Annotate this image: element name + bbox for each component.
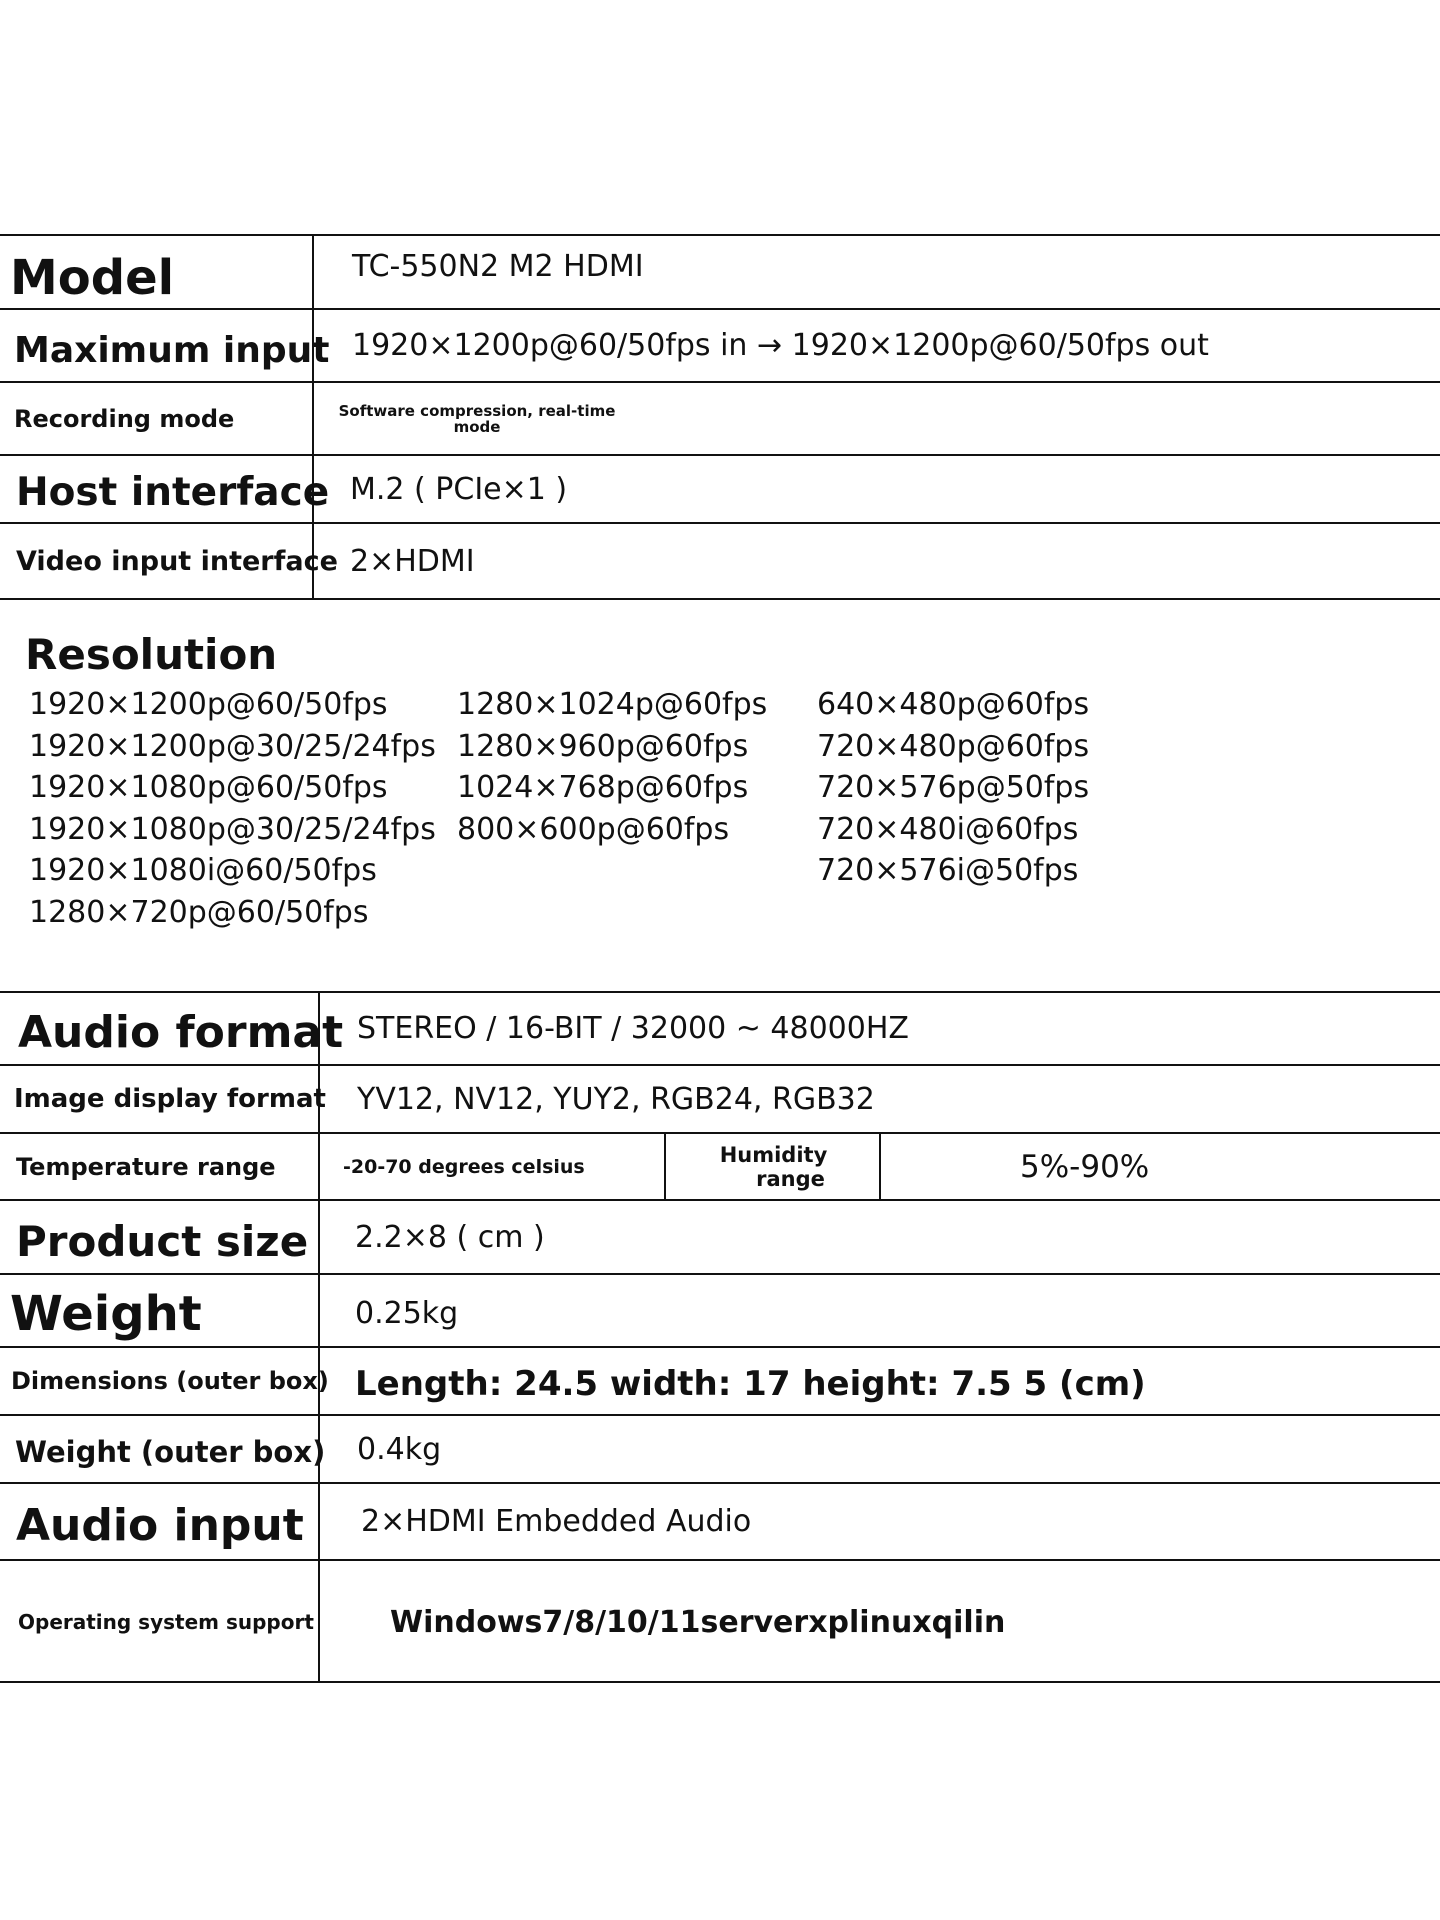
weight-label: Weight (0, 1275, 320, 1346)
resolution-item: 720×576i@50fps (817, 853, 1079, 888)
humidity-label-line2: range (756, 1166, 825, 1191)
spec-table (0, 234, 1440, 1683)
humidity-label (666, 1134, 881, 1199)
row-resolution (0, 600, 1440, 993)
weight-outer-value: 0.4kg (357, 1431, 442, 1467)
row-temperature (0, 1134, 1440, 1201)
row-recording-mode (0, 383, 1440, 456)
resolution-item: 1920×1080p@30/25/24fps (29, 811, 436, 847)
recording-mode-value-line2: mode (453, 417, 501, 436)
row-audio-format (0, 993, 1440, 1066)
humidity-label-line1: Humidity (719, 1142, 828, 1167)
audio-format-label: Audio format (0, 993, 320, 1064)
product-size-value: 2.2×8 ( cm ) (355, 1219, 545, 1255)
row-product-size (0, 1201, 1440, 1275)
resolution-item: 1920×1080i@60/50fps (29, 853, 377, 888)
image-display-format-value: YV12, NV12, YUY2, RGB24, RGB32 (357, 1081, 875, 1117)
row-image-display-format (0, 1066, 1440, 1134)
row-model (0, 236, 1440, 310)
row-max-input (0, 310, 1440, 383)
recording-mode-value (338, 383, 616, 454)
resolution-item: 640×480p@60fps (817, 687, 1090, 722)
row-os-support (0, 1561, 1440, 1683)
audio-format-value: STEREO / 16-BIT / 32000 ~ 48000HZ (357, 1011, 909, 1046)
resolution-item: 1280×1024p@60fps (457, 687, 768, 722)
audio-input-value: 2×HDMI Embedded Audio (361, 1504, 752, 1539)
resolution-item: 720×576p@50fps (817, 770, 1090, 805)
resolution-item: 1920×1200p@60/50fps (29, 687, 388, 722)
humidity-value: 5%-90% (1020, 1148, 1150, 1185)
resolution-item: 1920×1080p@60/50fps (29, 770, 388, 805)
resolution-item: 1920×1200p@30/25/24fps (29, 728, 436, 764)
resolution-item: 1024×768p@60fps (457, 770, 749, 805)
max-input-label: Maximum input (0, 310, 314, 381)
os-support-label: Operating system support (0, 1561, 320, 1683)
resolution-item: 720×480i@60fps (817, 811, 1079, 847)
temperature-label: Temperature range (0, 1134, 320, 1199)
dimensions-outer-label: Dimensions (outer box) (0, 1348, 320, 1414)
row-dimensions-outer (0, 1348, 1440, 1416)
max-input-value: 1920×1200p@60/50fps in → 1920×1200p@60/50fps out (352, 328, 1209, 363)
resolution-item: 1280×960p@60fps (457, 728, 749, 764)
row-video-input (0, 524, 1440, 600)
recording-mode-value-line1: Software compression, real-time (338, 401, 616, 420)
recording-mode-label: Recording mode (0, 383, 314, 454)
row-weight (0, 1275, 1440, 1348)
resolution-col-2 (457, 684, 767, 850)
row-weight-outer (0, 1416, 1440, 1484)
dimensions-outer-value: Length: 24.5 width: 17 height: 7.5 5 (cm) (355, 1364, 1146, 1404)
host-interface-value: M.2 ( PCIe×1 ) (350, 471, 568, 507)
resolution-col-3 (817, 684, 1089, 892)
model-label: Model (0, 236, 314, 308)
resolution-col-1 (29, 684, 436, 933)
weight-outer-label: Weight (outer box) (0, 1416, 320, 1482)
resolution-title: Resolution (25, 630, 278, 679)
os-support-value: Windows7/8/10/11serverxplinuxqilin (390, 1604, 1006, 1640)
row-host-interface (0, 456, 1440, 524)
product-size-label: Product size (0, 1201, 320, 1273)
host-interface-label: Host interface (0, 456, 314, 522)
row-audio-input (0, 1484, 1440, 1561)
weight-value: 0.25kg (355, 1296, 459, 1331)
model-value: TC-550N2 M2 HDMI (352, 248, 644, 284)
video-input-label: Video input interface (0, 524, 314, 598)
resolution-item: 800×600p@60fps (457, 811, 730, 847)
resolution-item: 720×480p@60fps (817, 728, 1090, 764)
resolution-item: 1280×720p@60/50fps (29, 894, 369, 930)
video-input-value: 2×HDMI (350, 543, 475, 579)
image-display-format-label: Image display format (0, 1066, 320, 1132)
audio-input-label: Audio input (0, 1484, 320, 1559)
temperature-value: -20-70 degrees celsius (343, 1155, 585, 1178)
